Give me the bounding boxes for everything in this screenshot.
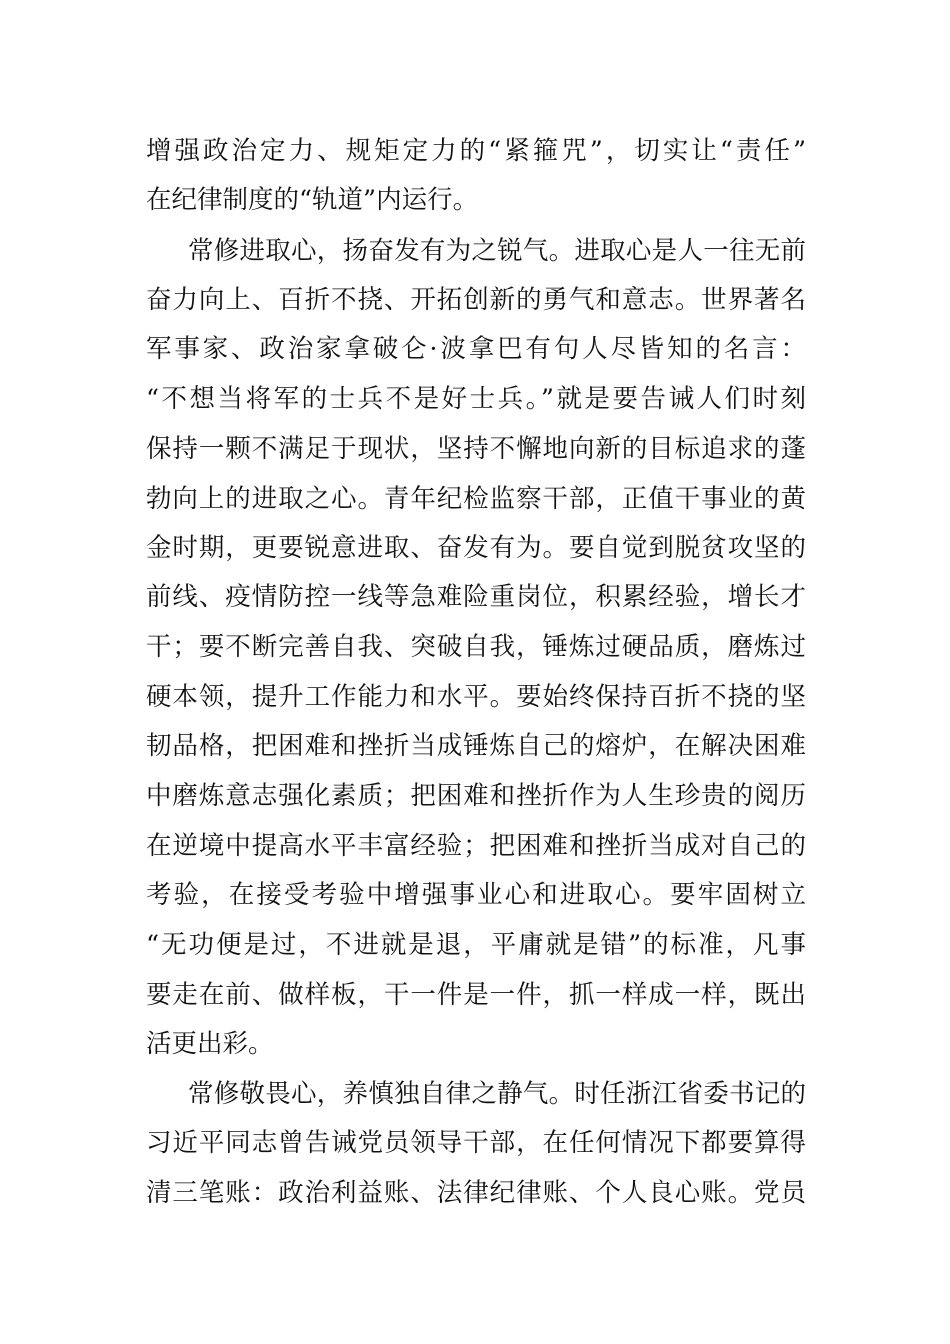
text-line-11: 干；要不断完善自我、突破自我，锤炼过硬品质，磨炼过 xyxy=(146,632,806,662)
text-line-12: 硬本领，提升工作能力和水平。要始终保持百折不挠的坚 xyxy=(146,682,806,712)
text-line-19: 活更出彩。 xyxy=(146,1029,274,1059)
text-line-10: 前线、疫情防控一线等急难险重岗位，积累经验，增长才 xyxy=(146,582,806,612)
text-line-8: 勃向上的进取之心。青年纪检监察干部，正值干事业的黄 xyxy=(146,484,806,514)
text-line-6: “不想当将军的士兵不是好士兵。”就是要告诫人们时刻 xyxy=(146,384,806,414)
text-line-9: 金时期，更要锐意进取、奋发有为。要自觉到脱贫攻坚的 xyxy=(146,533,806,563)
text-line-17: “无功便是过，不进就是退，平庸就是错”的标准，凡事 xyxy=(146,930,806,960)
text-line-7: 保持一颗不满足于现状，坚持不懈地向新的目标追求的蓬 xyxy=(146,434,806,464)
text-line-18: 要走在前、做样板，干一件是一件，抓一样成一样，既出 xyxy=(146,980,806,1010)
paragraph-start-line: 常修进取心，扬奋发有为之锐气。进取心是人一往无前 xyxy=(188,236,806,266)
paragraph-start-line: 常修敬畏心，养慎独自律之静气。时任浙江省委书记的 xyxy=(188,1079,806,1109)
text-line-22: 清三笔账：政治利益账、法律纪律账、个人良心账。党员 xyxy=(146,1178,806,1208)
text-line-2: 在纪律制度的“轨道”内运行。 xyxy=(146,185,479,215)
text-line-21: 习近平同志曾告诫党员领导干部，在任何情况下都要算得 xyxy=(146,1128,806,1158)
text-line-1: 增强政治定力、规矩定力的“紧箍咒”，切实让“责任” xyxy=(146,136,806,166)
text-line-4: 奋力向上、百折不挠、开拓创新的勇气和意志。世界著名 xyxy=(146,285,806,315)
text-line-16: 考验，在接受考验中增强事业心和进取心。要牢固树立 xyxy=(146,880,806,910)
text-line-15: 在逆境中提高水平丰富经验；把困难和挫折当成对自己的 xyxy=(146,831,806,861)
text-line-14: 中磨炼意志强化素质；把困难和挫折作为人生珍贵的阅历 xyxy=(146,781,806,811)
text-line-13: 韧品格，把困难和挫折当成锤炼自己的熔炉，在解决困难 xyxy=(146,731,806,761)
text-line-5: 军事家、政治家拿破仑·波拿巴有句人尽皆知的名言： xyxy=(146,334,806,364)
